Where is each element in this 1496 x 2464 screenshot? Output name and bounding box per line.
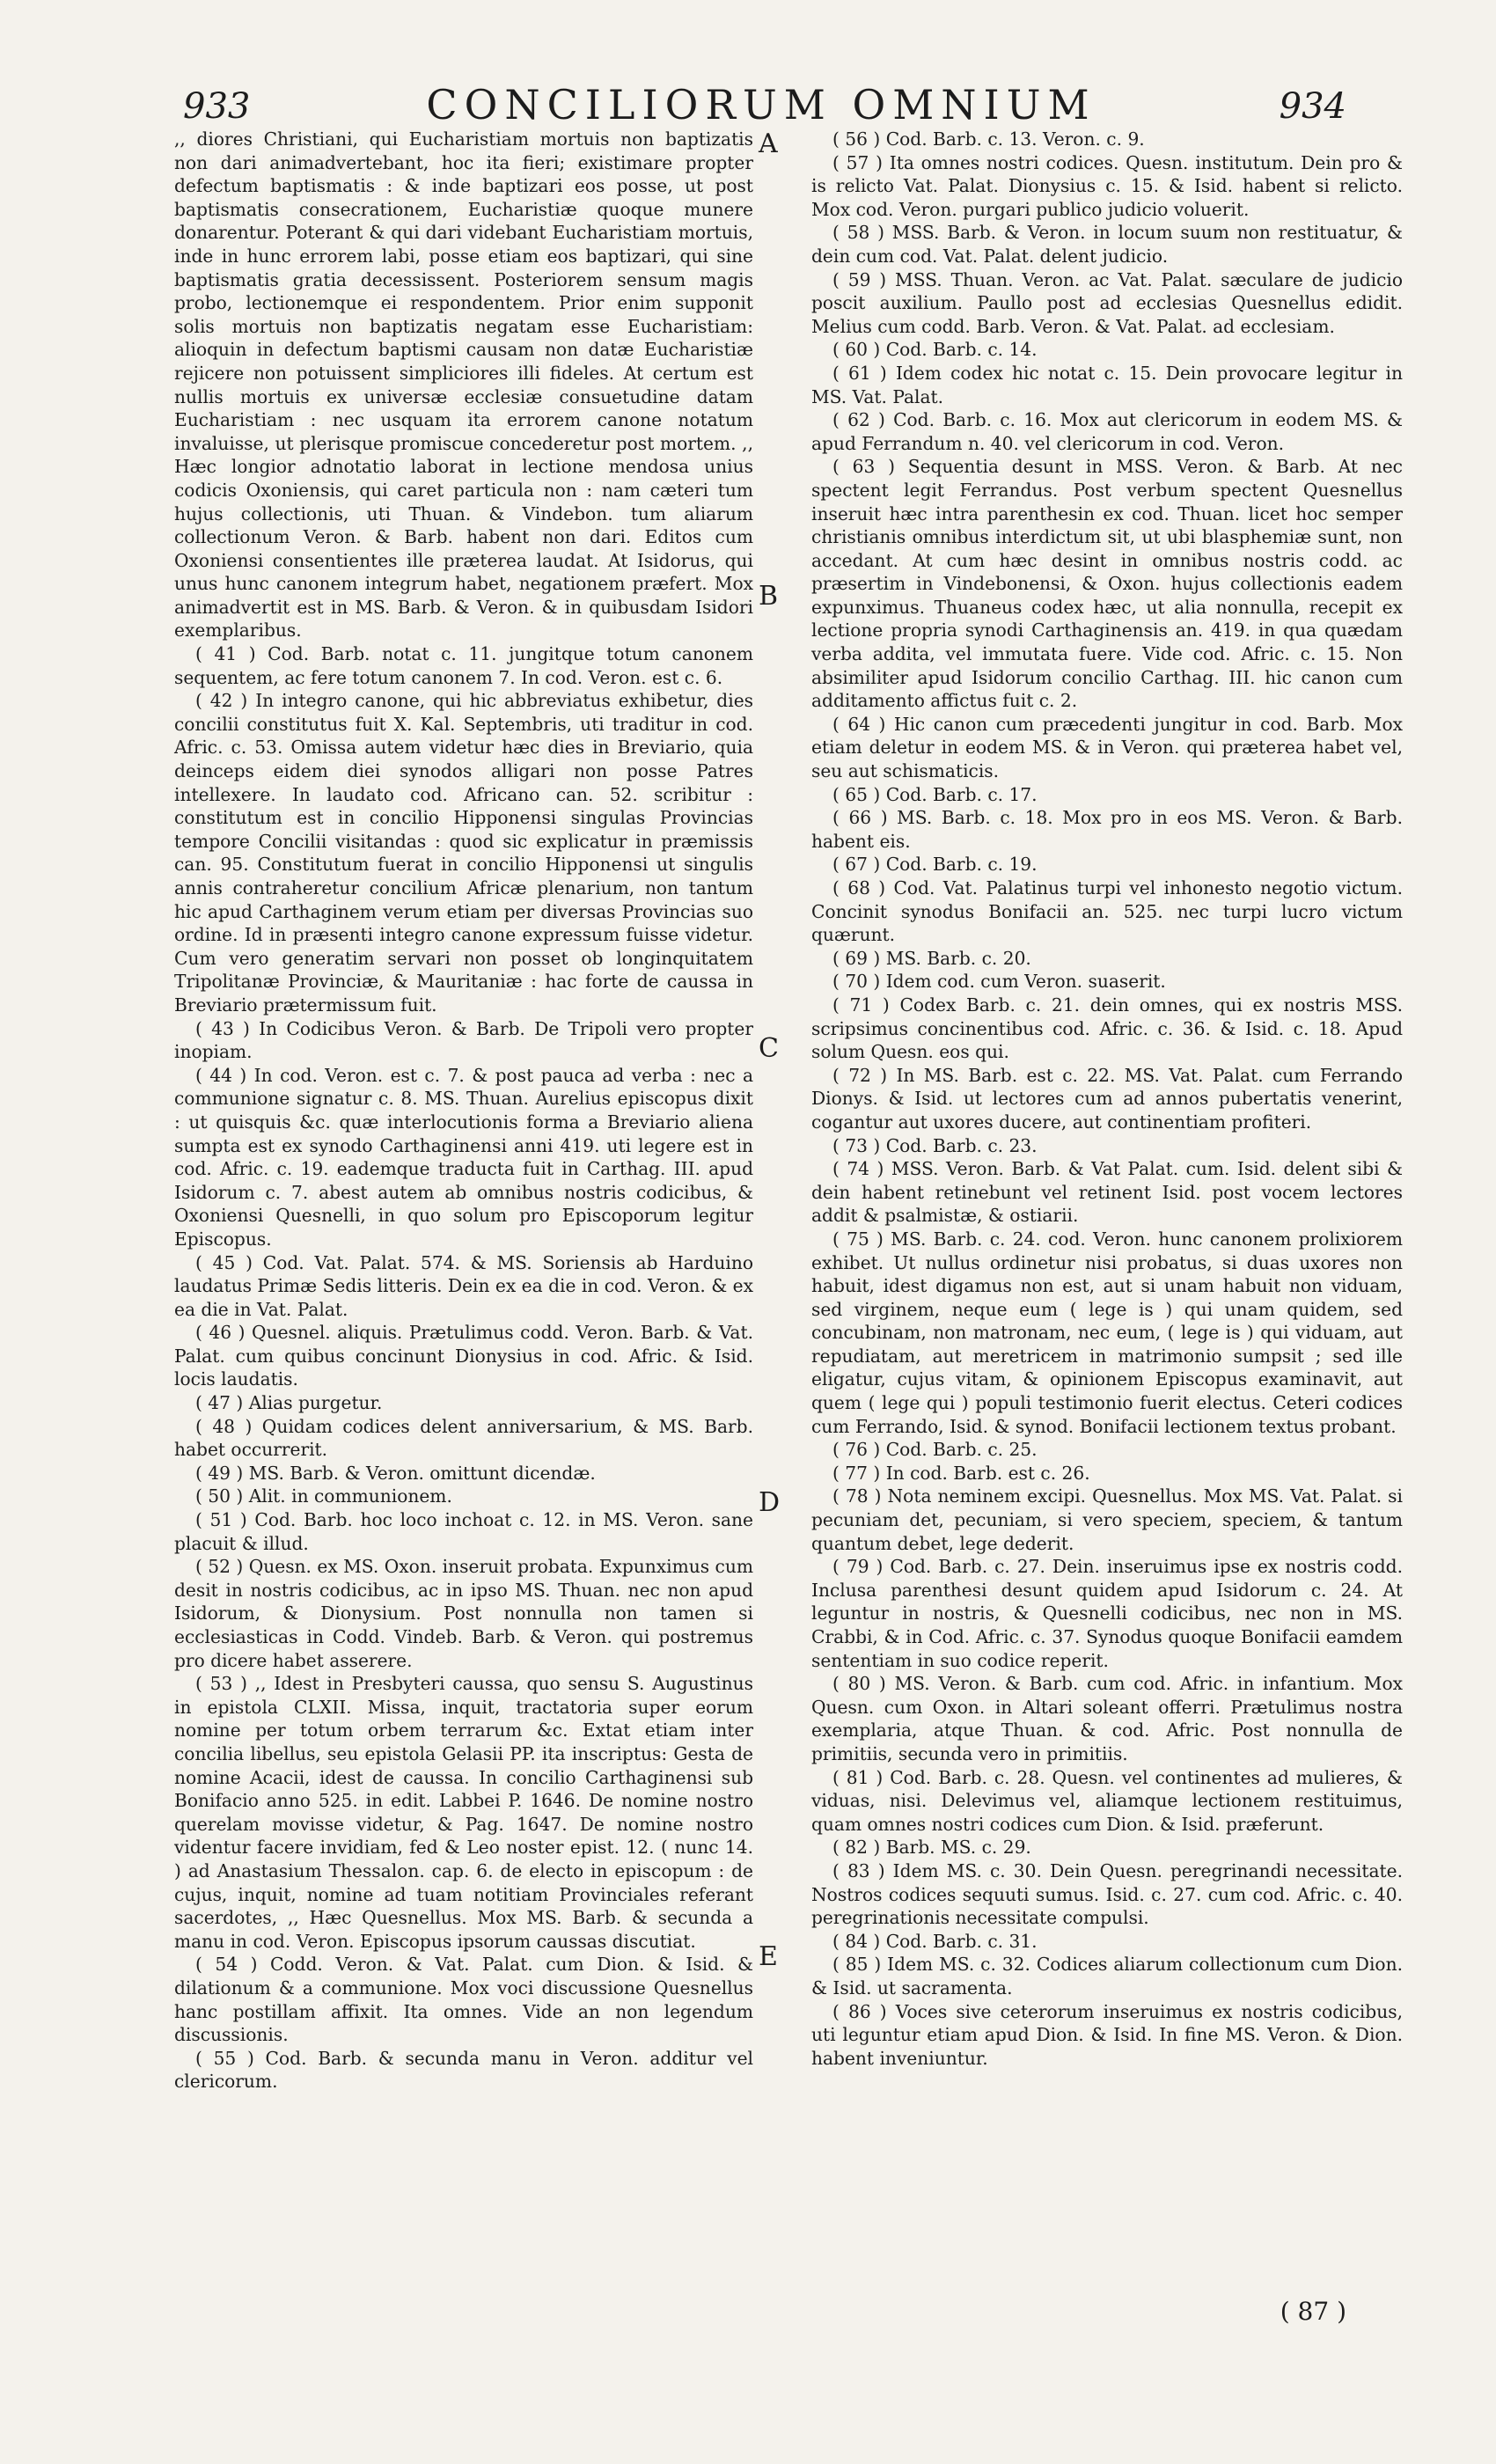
footnote-paragraph: ( 64 ) Hic canon cum præcedenti jungitur in cod. Barb. Mox etiam deletur in eodem MS. & in Veron. qui præterea habet vel, seu aut schismaticis. <box>811 713 1403 782</box>
footnote-paragraph: ( 59 ) MSS. Thuan. Veron. ac Vat. Palat. sæculare de judicio poscit auxilium. Paullo post ad ecclesias Quesnellus edidit. Melius cum codd. Barb. Veron. & Vat. Palat. ad ecclesiam. <box>811 268 1403 337</box>
footnote-paragraph: ( 72 ) In MS. Barb. est c. 22. MS. Vat. Palat. cum Ferrando Dionys. & Isid. ut lectores cum ad annos pubertatis venerint, cogantur aut uxores ducere, aut continentiam profiteri. <box>811 1064 1403 1133</box>
footnote-paragraph: ( 66 ) MS. Barb. c. 18. Mox pro in eos MS. Veron. & Barb. habent eis. <box>811 807 1403 852</box>
footnote-paragraph: ( 81 ) Cod. Barb. c. 28. Quesn. vel continentes ad mulieres, & viduas, nisi. Delevimus vel, aliamque lectionem restituimus, quam omnes nostri codices cum Dion. & Isid. præferunt. <box>811 1766 1403 1835</box>
footnote-paragraph: ( 78 ) Nota neminem excipi. Quesnellus. Mox MS. Vat. Palat. si pecuniam det, pecuniam, si vero speciem, speciem, & tantum quantum debet, lege dederit. <box>811 1485 1403 1554</box>
left-page-number: 933 <box>183 86 251 127</box>
footnote-paragraph: ( 84 ) Cod. Barb. c. 31. <box>832 1930 1038 1952</box>
footnote-paragraph: ( 45 ) Cod. Vat. Palat. 574. & MS. Soriensis ab Harduino laudatus Primæ Sedis litteris. Dein ex ea die in cod. Veron. & ex ea die in Vat. Palat. <box>174 1251 753 1320</box>
footnote-paragraph: ( 86 ) Voces sive ceterorum inseruimus ex nostris codicibus, uti leguntur etiam apud Dion. & Isid. In fine MS. Veron. & Dion. habent inveniuntur. <box>811 2000 1403 2069</box>
footnote-paragraph: ( 69 ) MS. Barb. c. 20. <box>832 947 1031 969</box>
footnote-paragraph: ( 74 ) MSS. Veron. Barb. & Vat Palat. cum. Isid. delent sibi & dein habent retinebunt vel retinent Isid. post vocem lectores addit & psalmistæ, & ostiarii. <box>811 1158 1403 1227</box>
footnote-paragraph: ( 42 ) In integro canone, qui hic abbreviatus exhibetur, dies concilii constitutus fuit X. Kal. Septembris, uti traditur in cod. Afric. c. 53. Omissa autem videtur hæc dies in Breviario, quia deinceps eidem diei synodos alligari non posse Patres intellexere. In laudato cod. Africano can. 52. scribitur : constitutum est in concilio Hipponensi singulas Provincias tempore Concilii visitandas : quod sic explicatur in præmissis can. 95. Constitutum fuerat in concilio Hipponensi ut singulis annis contraheretur concilium Africæ plenarium, non tantum hic apud Carthaginem verum etiam per diversas Provincias suo ordine. Id in præsenti integro canone expressum fuisse videtur. Cum vero generatim servari non posset ob longinquitatem Tripolitanæ Provinciæ, & Mauritaniæ : hac forte de caussa in Breviario prætermissum fuit. <box>174 690 753 1016</box>
footnote-paragraph: ( 58 ) MSS. Barb. & Veron. in locum suum non restituatur, & dein cum cod. Vat. Palat. delent judicio. <box>811 222 1403 267</box>
footnote-paragraph: ( 76 ) Cod. Barb. c. 25. <box>832 1439 1038 1461</box>
footnote-paragraph: ( 79 ) Cod. Barb. c. 27. Dein. inseruimus ipse ex nostris codd. Inclusa parenthesi desunt quidem apud Isidorum c. 24. At leguntur in nostris, & Quesnelli codicibus, nec non in MS. Crabbi, & in Cod. Afric. c. 37. Synodus quoque Bonifacii eamdem sententiam in suo codice reperit. <box>811 1556 1403 1671</box>
running-title: CONCILIORUM OMNIUM <box>426 81 1096 128</box>
footnote-paragraph: ( 71 ) Codex Barb. c. 21. dein omnes, qui ex nostris MSS. scripsimus concinentibus cod. Afric. c. 36. & Isid. c. 18. Apud solum Quesn. eos qui. <box>811 994 1403 1063</box>
footnote-paragraph: ( 65 ) Cod. Barb. c. 17. <box>832 783 1038 805</box>
footnote-paragraph: ( 48 ) Quidam codices delent anniversarium, & MS. Barb. habet occurrerit. <box>174 1415 753 1461</box>
footnote-paragraph: ( 44 ) In cod. Veron. est c. 7. & post pauca ad verba : nec a communione signatur c. 8. MS. Thuan. Aurelius episcopus dixit : ut quisquis &c. quæ interlocutionis forma a Breviario aliena sumpta est ex synodo Carthaginensi anni 419. uti legere est in cod. Afric. c. 19. eademque traducta fuit in Carthag. III. apud Isidorum c. 7. abest autem ab omnibus nostris codicibus, & Oxoniensi Quesnelli, in quo solum pro Episcoporum legitur Episcopus. <box>174 1064 753 1250</box>
footnote-paragraph: ( 60 ) Cod. Barb. c. 14. <box>832 339 1038 361</box>
margin-letter-c: C <box>759 1033 779 1064</box>
footnote-paragraph: ,, diores Christiani, qui Eucharistiam mortuis non baptizatis non dari animadvertebant, hoc ita fieri; existimare propter defectum baptismatis : & inde baptizari eos posse, ut post baptismatis consecrationem, Eucharistiæ quoque munere donarentur. Poterant & qui dari videbant Eucharistiam mortuis, inde in hunc errorem labi, posse etiam eos baptizari, qui sine baptismatis gratia decessissent. Posteriorem sensum magis probo, lectionemque ei respondentem. Prior enim supponit solis mortuis non baptizatis negatam esse Eucharistiam: alioquin in defectum baptismi causam non datæ Eucharistiæ rejicere non potuissent simpliciores illi fideles. At certum est nullis mortuis ex universæ ecclesiæ consuetudine datam Eucharistiam : nec usquam ita errorem canone notatum invaluisse, ut plerisque promiscue concederetur post mortem. ,, Hæc longior adnotatio laborat in lectione mendosa unius codicis Oxoniensis, qui caret particula non : nam cæteri tum hujus collectionis, uti Thuan. & Vindebon. tum aliarum collectionum Veron. & Barb. habent non dari. Editos cum Oxoniensi consentientes ille præterea laudat. At Isidorus, qui unus hunc canonem integrum habet, negationem præfert. Mox animadvertit est in MS. Barb. & Veron. & in quibusdam Isidori exemplaribus. <box>174 128 753 642</box>
footnote-paragraph: ( 57 ) Ita omnes nostri codices. Quesn. institutum. Dein pro & is relicto Vat. Palat. Dionysius c. 15. & Isid. habent si relicto. Mox cod. Veron. purgari publico judicio voluerit. <box>811 151 1403 220</box>
footnote-paragraph: ( 83 ) Idem MS. c. 30. Dein Quesn. peregrinandi necessitate. Nostros codices sequuti sumus. Isid. c. 27. cum cod. Afric. c. 40. peregrinationis necessitate compulsi. <box>811 1859 1403 1929</box>
footnote-paragraph: ( 62 ) Cod. Barb. c. 16. Mox aut clericorum in eodem MS. & apud Ferrandum n. 40. vel clericorum in cod. Veron. <box>811 409 1403 454</box>
left-column <box>174 128 753 2094</box>
margin-letter-e: E <box>759 1941 778 1972</box>
margin-letter-a: A <box>759 128 778 159</box>
footnote-paragraph: ( 68 ) Cod. Vat. Palatinus turpi vel inhonesto negotio victum. Concinit synodus Bonifacii an. 525. nec turpi lucro victum quærunt. <box>811 877 1403 946</box>
footnote-paragraph: ( 77 ) In cod. Barb. est c. 26. <box>832 1462 1090 1484</box>
footnote-paragraph: ( 85 ) Idem MS. c. 32. Codices aliarum collectionum cum Dion. & Isid. ut sacramenta. <box>811 1954 1403 1998</box>
footnote-paragraph: ( 80 ) MS. Veron. & Barb. cum cod. Afric. in infantium. Mox Quesn. cum Oxon. in Altari soleant offerri. Prætulimus nostra exemplaria, atque Thuan. & cod. Afric. Post nonnulla de primitiis, secunda vero in primitiis. <box>811 1673 1403 1764</box>
footnote-paragraph: ( 50 ) Alit. in communionem. <box>195 1485 452 1507</box>
footnote-paragraph: ( 51 ) Cod. Barb. hoc loco inchoat c. 12. in MS. Veron. sane placuit & illud. <box>174 1509 753 1554</box>
footnote-paragraph: ( 54 ) Codd. Veron. & Vat. Palat. cum Dion. & Isid. & dilationum & a communione. Mox voci discussione Quesnellus hanc postillam affixit. Ita omnes. Vide an non legendum discussionis. <box>174 1954 753 2046</box>
footnote-paragraph: ( 49 ) MS. Barb. & Veron. omittunt dicendæ. <box>195 1462 596 1484</box>
footnote-paragraph: ( 56 ) Cod. Barb. c. 13. Veron. c. 9. <box>832 128 1145 150</box>
footnote-paragraph: ( 46 ) Quesnel. aliquis. Prætulimus codd. Veron. Barb. & Vat. Palat. cum quibus concinunt Dionysius in cod. Afric. & Isid. locis laudatis. <box>174 1322 753 1390</box>
footnote-paragraph: ( 47 ) Alias purgetur. <box>195 1392 383 1414</box>
page-header <box>176 81 1346 134</box>
margin-letter-b: B <box>759 581 779 612</box>
footnote-paragraph: ( 41 ) Cod. Barb. notat c. 11. jungitque totum canonem sequentem, ac fere totum canonem 7. In cod. Veron. est c. 6. <box>174 643 753 688</box>
footnote-paragraph: ( 82 ) Barb. MS. c. 29. <box>832 1837 1031 1859</box>
footnote-paragraph: ( 53 ) ,, Idest in Presbyteri caussa, quo sensu S. Augustinus in epistola CLXII. Missa, inquit, tractatoria super eorum nomine per totum orbem terrarum &c. Extat etiam inter concilia libellus, seu epistola Gelasii PP. ita inscriptus: Gesta de nomine Acacii, idest de caussa. In concilio Carthaginensi sub Bonifacio anno 525. in edit. Labbei P. 1646. De nomine nostro querelam movisse videtur, & Pag. 1647. De nomine nostro videntur facere invidiam, fed & Leo noster epist. 12. ( nunc 14. ) ad Anastasium Thessalon. cap. 6. de electo in episcopum : de cujus, inquit, nomine ad tuam notitiam Provinciales referant sacerdotes, ,, Hæc Quesnellus. Mox MS. Barb. & secunda a manu in cod. Veron. Episcopus ipsorum caussas discutiat. <box>174 1673 753 1952</box>
footnote-paragraph: ( 55 ) Cod. Barb. & secunda manu in Veron. additur vel clericorum. <box>174 2047 753 2093</box>
footnote-paragraph: ( 73 ) Cod. Barb. c. 23. <box>832 1134 1038 1156</box>
footnote-paragraph: ( 52 ) Quesn. ex MS. Oxon. inseruit probata. Expunximus cum desit in nostris codicibus, ac in ipso MS. Thuan. nec non apud Isidorum, & Dionysium. Post nonnulla non tamen si ecclesiasticas in Codd. Vindeb. Barb. & Veron. qui postremus pro dicere habet asserere. <box>174 1556 754 1671</box>
footnote-paragraph: ( 63 ) Sequentia desunt in MSS. Veron. & Barb. At nec spectent legit Ferrandus. Post verbum spectent Quesnellus inseruit hæc intra parenthesin ex cod. Thuan. licet hoc semper christianis omnibus interdictum sit, ut ubi blasphemiæ sunt, non accedant. At cum hæc desint in omnibus nostris codd. ac præsertim in Vindebonensi, & Oxon. hujus collectionis eadem expunximus. Thuaneus codex hæc, ut alia nonnulla, recepit ex lectione propria synodi Carthaginensis an. 419. in qua quædam verba addita, vel immutata fuere. Vide cod. Afric. c. 15. Non absimiliter apud Isidorum concilio Carthag. III. hic canon cum additamento affictus fuit c. 2. <box>811 456 1403 712</box>
footnote-paragraph: ( 70 ) Idem cod. cum Veron. suaserit. <box>832 971 1166 993</box>
footnote-paragraph: ( 61 ) Idem codex hic notat c. 15. Dein provocare legitur in MS. Vat. Palat. <box>811 362 1403 407</box>
footnote-paragraph: ( 43 ) In Codicibus Veron. & Barb. De Tripoli vero propter inopiam. <box>174 1017 753 1063</box>
footnote-paragraph: ( 75 ) MS. Barb. c. 24. cod. Veron. hunc canonem prolixiorem exhibet. Ut nullus ordinetur nisi probatus, si duas uxores non habuit, idest digamus non est, aut si unam habuit non viduam, sed virginem, neque eum ( lege is ) qui unam quidem, sed concubinam, non matronam, nec eum, ( lege is ) qui viduam, aut repudiatam, aut meretricem in matrimonio sumpsit ; sed ille eligatur, cujus vitam, & opinionem Episcopus examinavit, aut quem ( lege qui ) populi testimonio fuerit electus. Ceteri codices cum Ferrando, Isid. & synod. Bonifacii lectionem textus probant. <box>811 1228 1403 1437</box>
footnote-paragraph: ( 67 ) Cod. Barb. c. 19. <box>832 854 1038 876</box>
right-page-number: 934 <box>1279 86 1346 127</box>
signature-mark: ( 87 ) <box>1280 2297 1346 2326</box>
right-column <box>811 128 1403 2070</box>
margin-letter-d: D <box>759 1487 781 1518</box>
